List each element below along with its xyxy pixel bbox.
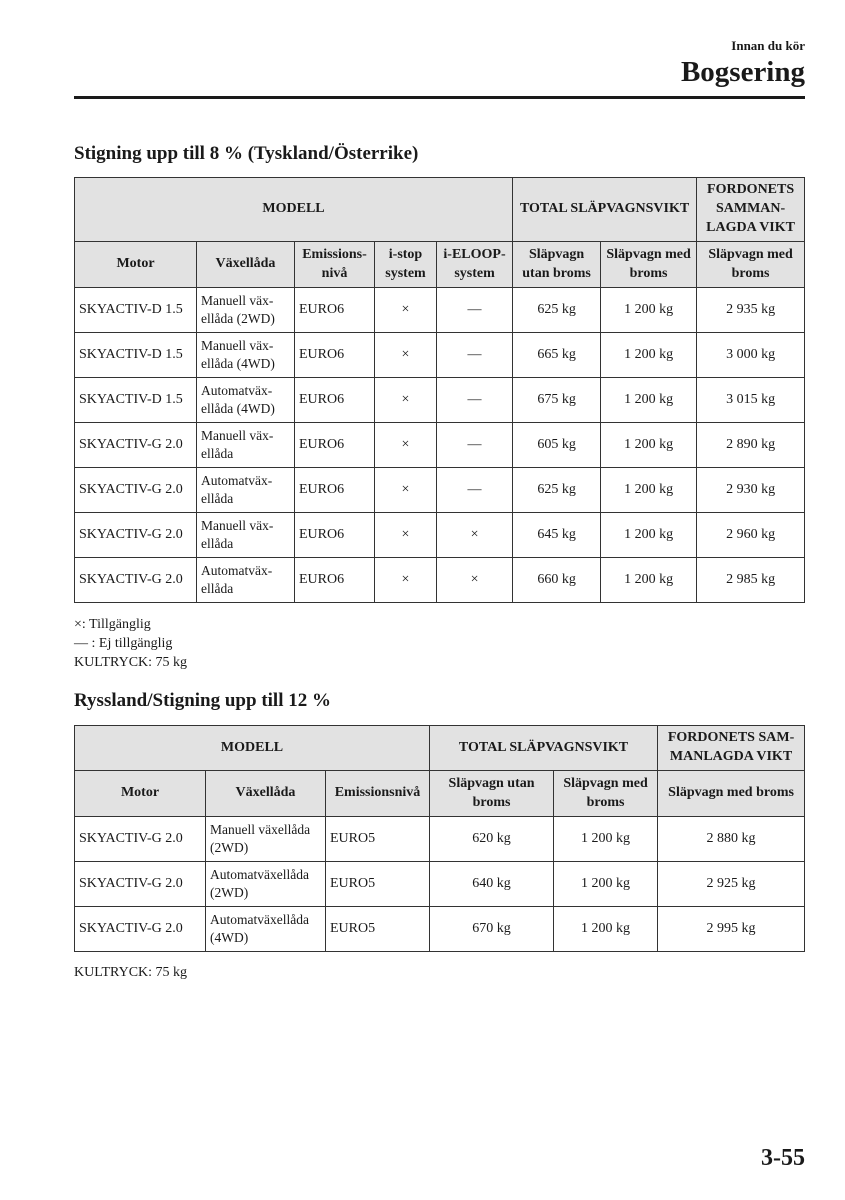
- table2-heading: Ryssland/Stigning upp till 12 %: [74, 690, 331, 711]
- cell-gearbox: Manuell väx-ellåda: [197, 423, 295, 468]
- col-header-unbraked: Släpvagn utan broms: [513, 242, 601, 288]
- cell-gearbox: Automatväx-ellåda (4WD): [197, 378, 295, 423]
- table1-notes: [74, 615, 187, 672]
- cell-gearbox: Manuell växellåda (2WD): [206, 817, 326, 862]
- cell-unbraked: 640 kg: [430, 862, 554, 907]
- table-row: [75, 817, 805, 862]
- table-row: [75, 378, 805, 423]
- cell-motor: SKYACTIV-G 2.0: [75, 558, 197, 603]
- cell-gearbox: Manuell väx-ellåda (4WD): [197, 333, 295, 378]
- cell-motor: SKYACTIV-D 1.5: [75, 378, 197, 423]
- note-ball-pressure: KULTRYCK: 75 kg: [74, 965, 188, 980]
- cell-combined: 3 000 kg: [697, 333, 805, 378]
- cell-braked: 1 200 kg: [554, 862, 658, 907]
- group-header-model: MODELL: [75, 726, 430, 771]
- table-row: [75, 333, 805, 378]
- cell-istop: ×: [375, 558, 437, 603]
- cell-unbraked: 620 kg: [430, 817, 554, 862]
- group-header-model: MODELL: [75, 178, 513, 242]
- cell-motor: SKYACTIV-G 2.0: [75, 468, 197, 513]
- col-header-motor: Motor: [75, 242, 197, 288]
- cell-gearbox: Automatväx-ellåda: [197, 468, 295, 513]
- col-header-braked: Släpvagn med broms: [554, 771, 658, 817]
- cell-braked: 1 200 kg: [601, 468, 697, 513]
- header-section-label: Innan du kör: [731, 38, 805, 53]
- table-row: [75, 468, 805, 513]
- table-row: [75, 423, 805, 468]
- cell-emission: EURO6: [295, 378, 375, 423]
- col-header-emission: Emissions-nivå: [295, 242, 375, 288]
- cell-combined: 2 960 kg: [697, 513, 805, 558]
- table-row: [75, 558, 805, 603]
- cell-istop: ×: [375, 468, 437, 513]
- col-header-combined: Släpvagn med broms: [697, 242, 805, 288]
- cell-motor: SKYACTIV-G 2.0: [75, 862, 206, 907]
- cell-combined: 2 985 kg: [697, 558, 805, 603]
- col-header-gearbox: Växellåda: [206, 771, 326, 817]
- cell-emission: EURO6: [295, 423, 375, 468]
- cell-gearbox: Manuell väx-ellåda (2WD): [197, 288, 295, 333]
- cell-braked: 1 200 kg: [601, 558, 697, 603]
- cell-ieloop: —: [437, 288, 513, 333]
- cell-braked: 1 200 kg: [554, 907, 658, 952]
- cell-combined: 2 995 kg: [658, 907, 805, 952]
- cell-emission: EURO6: [295, 333, 375, 378]
- cell-emission: EURO5: [326, 862, 430, 907]
- cell-braked: 1 200 kg: [554, 817, 658, 862]
- cell-ieloop: ×: [437, 558, 513, 603]
- table-row: [75, 513, 805, 558]
- cell-braked: 1 200 kg: [601, 423, 697, 468]
- cell-combined: 3 015 kg: [697, 378, 805, 423]
- table-row: [75, 288, 805, 333]
- cell-motor: SKYACTIV-G 2.0: [75, 817, 206, 862]
- group-header-combined-weight: FORDONETS SAM-MANLAGDA VIKT: [658, 726, 805, 771]
- col-header-ieloop: i-ELOOP-system: [437, 242, 513, 288]
- cell-gearbox: Automatväxellåda (2WD): [206, 862, 326, 907]
- cell-unbraked: 605 kg: [513, 423, 601, 468]
- cell-emission: EURO6: [295, 468, 375, 513]
- col-header-istop: i-stop system: [375, 242, 437, 288]
- cell-braked: 1 200 kg: [601, 288, 697, 333]
- cell-motor: SKYACTIV-D 1.5: [75, 288, 197, 333]
- cell-istop: ×: [375, 378, 437, 423]
- cell-motor: SKYACTIV-D 1.5: [75, 333, 197, 378]
- page-number: 3-55: [761, 1145, 805, 1171]
- col-header-unbraked: Släpvagn utan broms: [430, 771, 554, 817]
- cell-motor: SKYACTIV-G 2.0: [75, 513, 197, 558]
- cell-gearbox: Automatväxellåda (4WD): [206, 907, 326, 952]
- cell-braked: 1 200 kg: [601, 378, 697, 423]
- cell-istop: ×: [375, 513, 437, 558]
- cell-unbraked: 665 kg: [513, 333, 601, 378]
- cell-gearbox: Automatväx-ellåda: [197, 558, 295, 603]
- cell-emission: EURO5: [326, 817, 430, 862]
- cell-unbraked: 645 kg: [513, 513, 601, 558]
- cell-unbraked: 675 kg: [513, 378, 601, 423]
- cell-combined: 2 935 kg: [697, 288, 805, 333]
- col-header-emission: Emissionsnivå: [326, 771, 430, 817]
- group-header-total-trailer-weight: TOTAL SLÄPVAGNSVIKT: [430, 726, 658, 771]
- note-not-available: — : Ej tillgänglig: [74, 636, 173, 651]
- cell-emission: EURO6: [295, 558, 375, 603]
- table-row: [75, 862, 805, 907]
- cell-ieloop: —: [437, 378, 513, 423]
- cell-ieloop: ×: [437, 513, 513, 558]
- note-available: ×: Tillgänglig: [74, 617, 151, 632]
- cell-istop: ×: [375, 423, 437, 468]
- table-row: [75, 907, 805, 952]
- col-header-braked: Släpvagn med broms: [601, 242, 697, 288]
- table1-heading: Stigning upp till 8 % (Tyskland/Österrike): [74, 143, 419, 164]
- cell-unbraked: 625 kg: [513, 468, 601, 513]
- cell-unbraked: 625 kg: [513, 288, 601, 333]
- cell-gearbox: Manuell väx-ellåda: [197, 513, 295, 558]
- cell-ieloop: —: [437, 333, 513, 378]
- towing-table-russia: [74, 725, 805, 952]
- group-header-combined-weight: FORDONETS SAMMAN-LAGDA VIKT: [697, 178, 805, 242]
- cell-combined: 2 925 kg: [658, 862, 805, 907]
- cell-emission: EURO5: [326, 907, 430, 952]
- note-ball-pressure: KULTRYCK: 75 kg: [74, 655, 188, 670]
- group-header-total-trailer-weight: TOTAL SLÄPVAGNSVIKT: [513, 178, 697, 242]
- cell-combined: 2 930 kg: [697, 468, 805, 513]
- table2-notes: [74, 963, 187, 982]
- cell-istop: ×: [375, 288, 437, 333]
- cell-braked: 1 200 kg: [601, 333, 697, 378]
- page-title: Bogsering: [680, 56, 805, 88]
- cell-emission: EURO6: [295, 288, 375, 333]
- cell-motor: SKYACTIV-G 2.0: [75, 423, 197, 468]
- cell-motor: SKYACTIV-G 2.0: [75, 907, 206, 952]
- col-header-motor: Motor: [75, 771, 206, 817]
- towing-table-germany-austria: [74, 177, 805, 603]
- cell-combined: 2 890 kg: [697, 423, 805, 468]
- cell-emission: EURO6: [295, 513, 375, 558]
- cell-braked: 1 200 kg: [601, 513, 697, 558]
- cell-istop: ×: [375, 333, 437, 378]
- cell-unbraked: 670 kg: [430, 907, 554, 952]
- cell-combined: 2 880 kg: [658, 817, 805, 862]
- cell-ieloop: —: [437, 468, 513, 513]
- cell-ieloop: —: [437, 423, 513, 468]
- cell-unbraked: 660 kg: [513, 558, 601, 603]
- col-header-combined: Släpvagn med broms: [658, 771, 805, 817]
- col-header-gearbox: Växellåda: [197, 242, 295, 288]
- header-divider: [74, 96, 805, 99]
